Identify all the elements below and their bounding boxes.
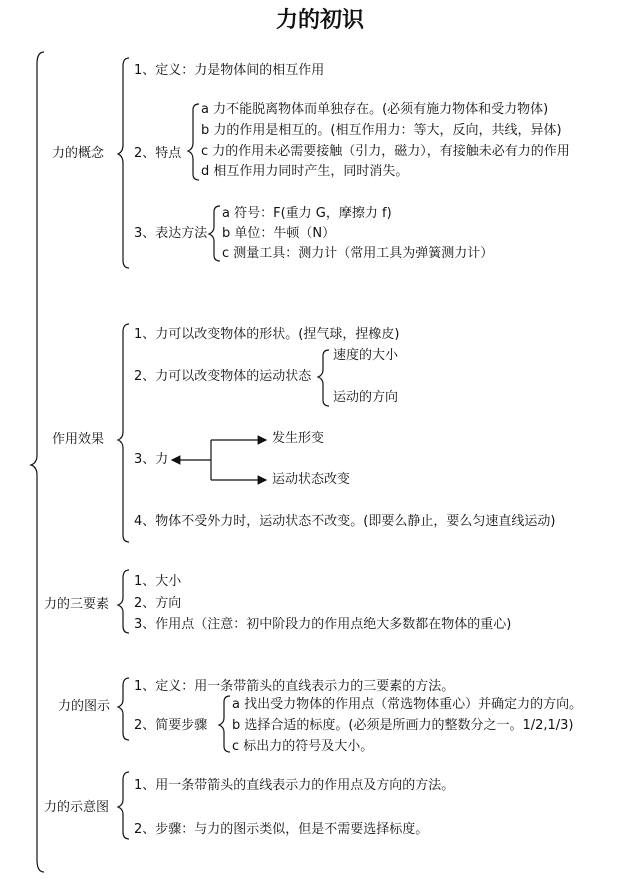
- concept-brace: [118, 58, 129, 268]
- effects-brace: [118, 324, 129, 542]
- expression-a: a 符号：F(重力 G，摩擦力 f): [222, 206, 392, 221]
- force-diagram-label: 力的图示: [58, 699, 111, 714]
- motion-sub-speed: 速度的大小: [333, 348, 399, 363]
- effects-item-3: 3、力: [134, 452, 169, 467]
- expression-b: b 单位：牛顿（N）: [222, 226, 336, 241]
- concept-definition: 1、定义：力是物体间的相互作用: [134, 63, 325, 78]
- steps-label: 2、简要步骤: [134, 718, 208, 733]
- main-brace: [31, 52, 44, 872]
- page-title: 力的初识: [275, 8, 364, 33]
- feature-b: b 力的作用是相互的。(相互作用力：等大，反向，共线，异体): [201, 123, 562, 138]
- effects-item-4: 4、物体不受外力时，运动状态不改变。(即要么静止，要么匀速直线运动): [134, 514, 556, 529]
- force-diagram-definition: 1、定义：用一条带箭头的直线表示力的三要素的方法。: [134, 679, 455, 694]
- steps-brace: [219, 696, 230, 752]
- feature-c: c 力的作用未必需要接触（引力，磁力），有接触未必有力的作用: [201, 144, 570, 159]
- concept-label: 力的概念: [52, 146, 105, 161]
- three-elements-label: 力的三要素: [44, 597, 110, 612]
- feature-d: d 相互作用力同时产生，同时消失。: [201, 164, 409, 179]
- element-direction: 2、方向: [134, 596, 182, 611]
- features-label: 2、特点: [134, 146, 182, 161]
- step-b: b 选择合适的标度。(必须是所画力的整数分之一。1/2,1/3): [232, 718, 574, 733]
- expression-label: 3、表达方法: [134, 226, 208, 241]
- element-magnitude: 1、大小: [134, 574, 182, 589]
- motion-state-brace: [318, 350, 329, 406]
- schematic-label: 力的示意图: [44, 800, 110, 815]
- feature-a: a 力不能脱离物体而单独存在。(必须有施力物体和受力物体): [201, 102, 549, 117]
- expression-c: c 测量工具：测力计（常用工具为弹簧测力计）: [222, 246, 494, 261]
- step-c: c 标出力的符号及大小。: [232, 739, 374, 754]
- schematic-item-2: 2、步骤：与力的图示类似，但是不需要选择标度。: [134, 822, 429, 837]
- force-diagram-brace: [118, 678, 129, 740]
- features-brace: [188, 104, 199, 180]
- effects-item-2: 2、力可以改变物体的运动状态: [134, 369, 312, 384]
- result-deformation: 发生形变: [272, 431, 325, 446]
- effects-label: 作用效果: [52, 432, 105, 447]
- effects-item-1: 1、力可以改变物体的形状。(捏气球，捏橡皮): [134, 327, 400, 342]
- schematic-brace: [118, 772, 129, 839]
- three-elements-brace: [118, 570, 129, 633]
- result-motion-change: 运动状态改变: [272, 472, 351, 487]
- expression-brace: [209, 206, 220, 261]
- motion-sub-direction: 运动的方向: [333, 390, 399, 405]
- schematic-item-1: 1、用一条带箭头的直线表示力的作用点及方向的方法。: [134, 778, 455, 793]
- element-point: 3、作用点（注意：初中阶段力的作用点绝大多数都在物体的重心): [134, 617, 512, 632]
- step-a: a 找出受力物体的作用点（常选物体重心）并确定力的方向。: [232, 697, 583, 712]
